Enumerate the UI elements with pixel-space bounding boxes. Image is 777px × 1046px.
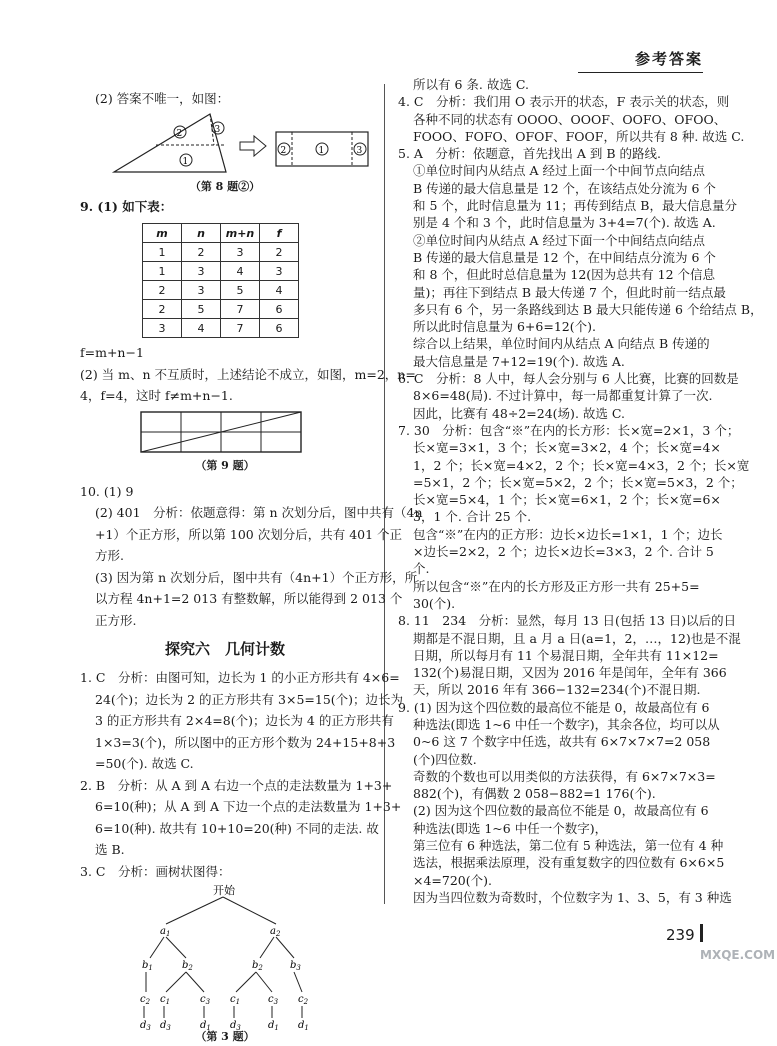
text-line: 方形. (95, 548, 124, 563)
tree-node-c3b: $c_3$ (268, 994, 279, 1006)
tree-edge (166, 937, 186, 958)
tree-node-d3: $d_3$ (140, 1020, 151, 1032)
tree-node-a1: $a_1$ (160, 926, 171, 938)
q8-r-label-1: 1 (318, 145, 325, 156)
tree-edge (256, 972, 272, 992)
table-cell: 7 (221, 319, 260, 338)
tree-edge (166, 897, 223, 924)
text-line: ×4=720(个). (413, 872, 492, 888)
tree-node-b3: $b_3$ (290, 960, 301, 972)
text-line: 1×3=3(个)，所以图中的正方形个数为 24+15+8+3 (95, 734, 396, 750)
text-line: 0~6 这 7 个数字中任选，故共有 6×7×7×7=2 058 (413, 734, 711, 750)
watermark-logo: MXQE.COM (700, 948, 776, 962)
text-line: 以方程 4n+1=2 013 有整数解，所以能得到 2 013 个 (95, 591, 403, 606)
q8-r-label-3: 3 (356, 145, 363, 156)
text-line: 各种不同的状态有 OOOO、OOOF、OOFO、OFOO、 (413, 111, 727, 127)
tree-edge (186, 972, 204, 992)
text-line: 综合以上结果，单位时间内从结点 A 向结点 B 传递的 (413, 336, 710, 352)
q8-label-2: 2 (176, 128, 183, 139)
text-line: 132(个)易混日期，又因为 2016 年是闰年，全年有 366 (413, 665, 727, 681)
tree-node-d3c: $d_3$ (230, 1020, 241, 1032)
text-line: (个)四位数. (413, 751, 477, 767)
text-line: 种选法(即选 1~6 中任一个数字)，其余各位，均可以从 (413, 716, 720, 732)
table-cell: 2 (143, 300, 182, 319)
q8-r-label-2: 2 (280, 145, 287, 156)
text-line: 882(个)，有偶数 2 058−882=1 176(个). (413, 786, 656, 802)
table-cell: 2 (143, 281, 182, 300)
tree-node-b1: $b_1$ (142, 960, 153, 972)
tree-node-c2: $c_2$ (140, 994, 151, 1006)
text-line: ①单位时间内从结点 A 经过上面一个中间节点向结点 (413, 163, 705, 179)
text-line: 6. C 分析：8 人中，每人会分别与 6 人比赛，比赛的回数是 (398, 371, 739, 387)
text-line: +1）个正方形，所以第 100 次划分后，共有 401 个正 (95, 526, 403, 542)
text-line: 个. (413, 561, 430, 577)
table-cell: 4 (260, 281, 299, 300)
table-header-cell: m (143, 224, 182, 243)
text-line: 别是 4 个和 3 个，此时信息量为 3+4=7(个). 故选 A. (413, 215, 716, 231)
text-line: 奇数的个数也可以用类似的方法获得，有 6×7×7×3= (413, 768, 716, 784)
text-line: FOOO、FOFO、OFOF、FOOF，所以共有 8 种. 故选 C. (413, 128, 745, 144)
text-line: 24(个)；边长为 2 的正方形共有 3×5=15(个)；边长为 (95, 691, 404, 707)
table-cell: 6 (260, 300, 299, 319)
text-line: =50(个). 故选 C. (95, 756, 194, 771)
left-column (80, 88, 423, 1046)
q8-line: (2) 答案不唯一，如图： (95, 91, 230, 106)
tree-edge (260, 937, 274, 958)
text-line: 4. C 分析：我们用 O 表示开的状态，F 表示关的状态，则 (398, 94, 730, 110)
table-row (143, 319, 299, 338)
text-line: 选法，根据乘法原理，没有重复数字的四位数有 6×6×5 (413, 855, 725, 871)
q9-2-line-a: (2) 当 m、n 不互质时，上述结论不成立，如图，m=2，n= (80, 366, 416, 382)
table-cell: 1 (143, 243, 182, 262)
text-line: 6=10(种). 故共有 10+10=20(种) 不同的走法. 故 (95, 820, 379, 836)
tree-node-c3: $c_3$ (200, 994, 211, 1006)
text-line: ②单位时间内从结点 A 经过下面一个中间结点向结点 (413, 232, 705, 248)
tree-edge (166, 972, 186, 992)
q3-caption: （第 3 题） (195, 1030, 255, 1043)
text-line: ×边长=2×2，2 个；边长×边长=3×3，2 个. 合计 5 (413, 544, 714, 560)
text-line: 选 B. (95, 842, 125, 857)
q10-block (80, 481, 423, 632)
tree-edge (276, 937, 294, 958)
tree-node-d1: $d_1$ (200, 1020, 211, 1032)
text-line: 3，1 个. 合计 25 个. (413, 509, 532, 525)
table-cell: 2 (260, 243, 299, 262)
text-line: 长×宽=5×4，1 个；长×宽=6×1，2 个；长×宽=6× (413, 492, 721, 508)
table-row (143, 243, 299, 262)
tree-edge (236, 972, 256, 992)
tree-node-a2: $a_2$ (270, 926, 281, 938)
tree-node-b2: $b_2$ (182, 960, 193, 972)
text-line: =5×1，2 个；长×宽=5×2，2 个；长×宽=5×3，2 个； (413, 474, 743, 490)
q1-block (80, 667, 404, 775)
table-cell: 3 (143, 319, 182, 338)
text-line: B 传递的最大信息量是 12 个，在中间结点分流为 6 个 (413, 249, 716, 265)
table-header-cell: f (260, 224, 299, 243)
text-line: 6=10(种)；从 A 到 A 下边一个点的走法数量为 1+3+ (95, 799, 402, 814)
tree-node-d1b: $d_1$ (268, 1020, 279, 1032)
text-line: (3) 因为第 n 次划分后，图中共有（4n+1）个正方形，所 (95, 569, 418, 585)
table-cell: 4 (182, 319, 221, 338)
text-line: 所以有 6 条. 故选 C. (413, 77, 529, 92)
q9-formula: f=m+n−1 (80, 345, 144, 360)
table-header-row (143, 224, 299, 243)
table-cell: 7 (221, 300, 260, 319)
q3-tree-diagram (80, 882, 370, 1032)
q8-triangle (114, 114, 226, 172)
tree-edge (150, 937, 164, 958)
q8-caption: （第 8 题②） (189, 179, 261, 193)
tree-node-d1c: $d_1$ (298, 1020, 309, 1032)
text-line: 8×6=48(局). 不过计算中，每一局都重复计算了一次. (413, 388, 713, 404)
text-line: 8. 11 234 分析：显然，每月 13 日(包括 13 日)以后的日 (398, 613, 737, 629)
text-line: 10. (1) 9 (80, 483, 134, 499)
q9-2-line-b: 4，f=4，这时 f≠m+n−1. (80, 388, 233, 403)
text-line: (2) 因为这个四位数的最高位不能是 0，故最高位有 6 (413, 803, 709, 819)
text-line: 天，所以 2016 年有 366−132=234(个)不混日期. (413, 682, 701, 698)
text-line: 1. C 分析：由图可知，边长为 1 的小正方形共有 4×6= (80, 670, 400, 685)
table-header-cell: m+n (221, 224, 260, 243)
table-cell: 5 (221, 281, 260, 300)
text-line: (2) 401 分析：依题意得：第 n 次划分后，图中共有（4n (95, 505, 423, 520)
q9-figure (140, 411, 400, 457)
table-cell: 2 (182, 243, 221, 262)
text-line: 因此，比赛有 48÷2=24(场). 故选 C. (413, 405, 625, 421)
header-title: 参考答案 (634, 50, 703, 68)
text-line: 1，2 个；长×宽=4×2，2 个；长×宽=4×3，2 个；长×宽 (413, 457, 750, 473)
table-cell: 3 (182, 281, 221, 300)
tree-edge (223, 897, 276, 924)
text-line: 7. 30 分析：包含“※”在内的长方形：长×宽=2×1，3 个； (398, 422, 740, 438)
table-body (143, 243, 299, 338)
text-line: 第三位有 6 种选法，第二位有 5 种选法，第一位有 4 种 (413, 838, 724, 854)
right-column (398, 76, 763, 906)
tree-node-c1: $c_1$ (160, 994, 171, 1006)
table-cell: 5 (182, 300, 221, 319)
q8-figure (110, 110, 370, 178)
text-line: 所以此时信息量为 6+6=12(个). (413, 319, 596, 335)
table-row (143, 262, 299, 281)
table-cell: 3 (260, 262, 299, 281)
tree-edge (294, 972, 302, 992)
text-line: 和 5 个，此时信息量为 11；再传到结点 B，最大信息量分 (413, 198, 737, 214)
table-header-cell: n (182, 224, 221, 243)
text-line: 多只有 6 个，另一条路线到达 B 最大只能传递 6 个给结点 B， (413, 301, 763, 317)
tree-node-c1b: $c_1$ (230, 994, 241, 1006)
table-row (143, 300, 299, 319)
tree-node-c2b: $c_2$ (298, 994, 309, 1006)
q9-line: 9. (1) 如下表： (80, 198, 173, 214)
q8-arrow-icon (240, 136, 266, 156)
table-cell: 6 (260, 319, 299, 338)
text-line: 长×宽=3×1，3 个；长×宽=3×2，4 个；长×宽=4× (413, 440, 721, 456)
text-line: 因为当四位数为奇数时，个位数字为 1、3、5，有 3 种选 (413, 889, 732, 905)
text-line: 量)；再往下到结点 B 最大传递 7 个，但此时前一结点最 (413, 284, 726, 300)
q2-block (80, 775, 402, 861)
text-line: B 传递的最大信息量是 12 个，在该结点处分流为 6 个 (413, 180, 716, 196)
text-line: 种选法(即选 1~6 中任一个数字)， (413, 820, 608, 836)
page-number-bar (700, 924, 703, 942)
q9-caption: （第 9 题） (195, 458, 255, 472)
text-line: 日期，所以每月有 11 个易混日期，全年共有 11×12= (413, 647, 719, 663)
text-line: 2. B 分析：从 A 到 A 右边一个点的走法数量为 1+3+ (80, 777, 393, 793)
header-rule (578, 72, 703, 73)
text-line: 30(个). (413, 595, 456, 611)
tree-node-b2b: $b_2$ (252, 960, 263, 972)
q8-label-1: 1 (182, 156, 189, 167)
text-line: 正方形. (95, 612, 137, 628)
table-row (143, 281, 299, 300)
text-line: 和 8 个，但此时总信息量为 12(因为总共有 12 个信息 (413, 267, 716, 283)
section-title: 探究六 几何计数 (164, 640, 285, 658)
text-line: 包含“※”在内的正方形：边长×边长=1×1，1 个；边长 (413, 526, 723, 542)
text-line: 9. (1) 因为这个四位数的最高位不能是 0，故最高位有 6 (398, 699, 710, 715)
table-cell: 4 (221, 262, 260, 281)
text-line: 最大信息量是 7+12=19(个). 故选 A. (413, 353, 625, 369)
table-cell: 1 (143, 262, 182, 281)
q8-label-3: 3 (214, 124, 221, 135)
tree-start: 开始 (213, 884, 235, 897)
q3-line: 3. C 分析：画树状图得： (80, 863, 231, 879)
text-line: 期都是不混日期，且 a 月 a 日(a=1，2，…，12)也是不混 (413, 630, 741, 646)
q9-table (142, 223, 299, 338)
text-line: 3 的正方形共有 2×4=8(个)；边长为 4 的正方形共有 (95, 713, 394, 728)
text-line: 5. A 分析：依题意，首先找出 A 到 B 的路线. (398, 146, 662, 162)
table-cell: 3 (221, 243, 260, 262)
page-number: 239 (666, 926, 695, 944)
text-line: 所以包含“※”在内的长方形及正方形一共有 25+5= (413, 578, 700, 594)
table-cell: 3 (182, 262, 221, 281)
tree-node-d3b: $d_3$ (160, 1020, 171, 1032)
